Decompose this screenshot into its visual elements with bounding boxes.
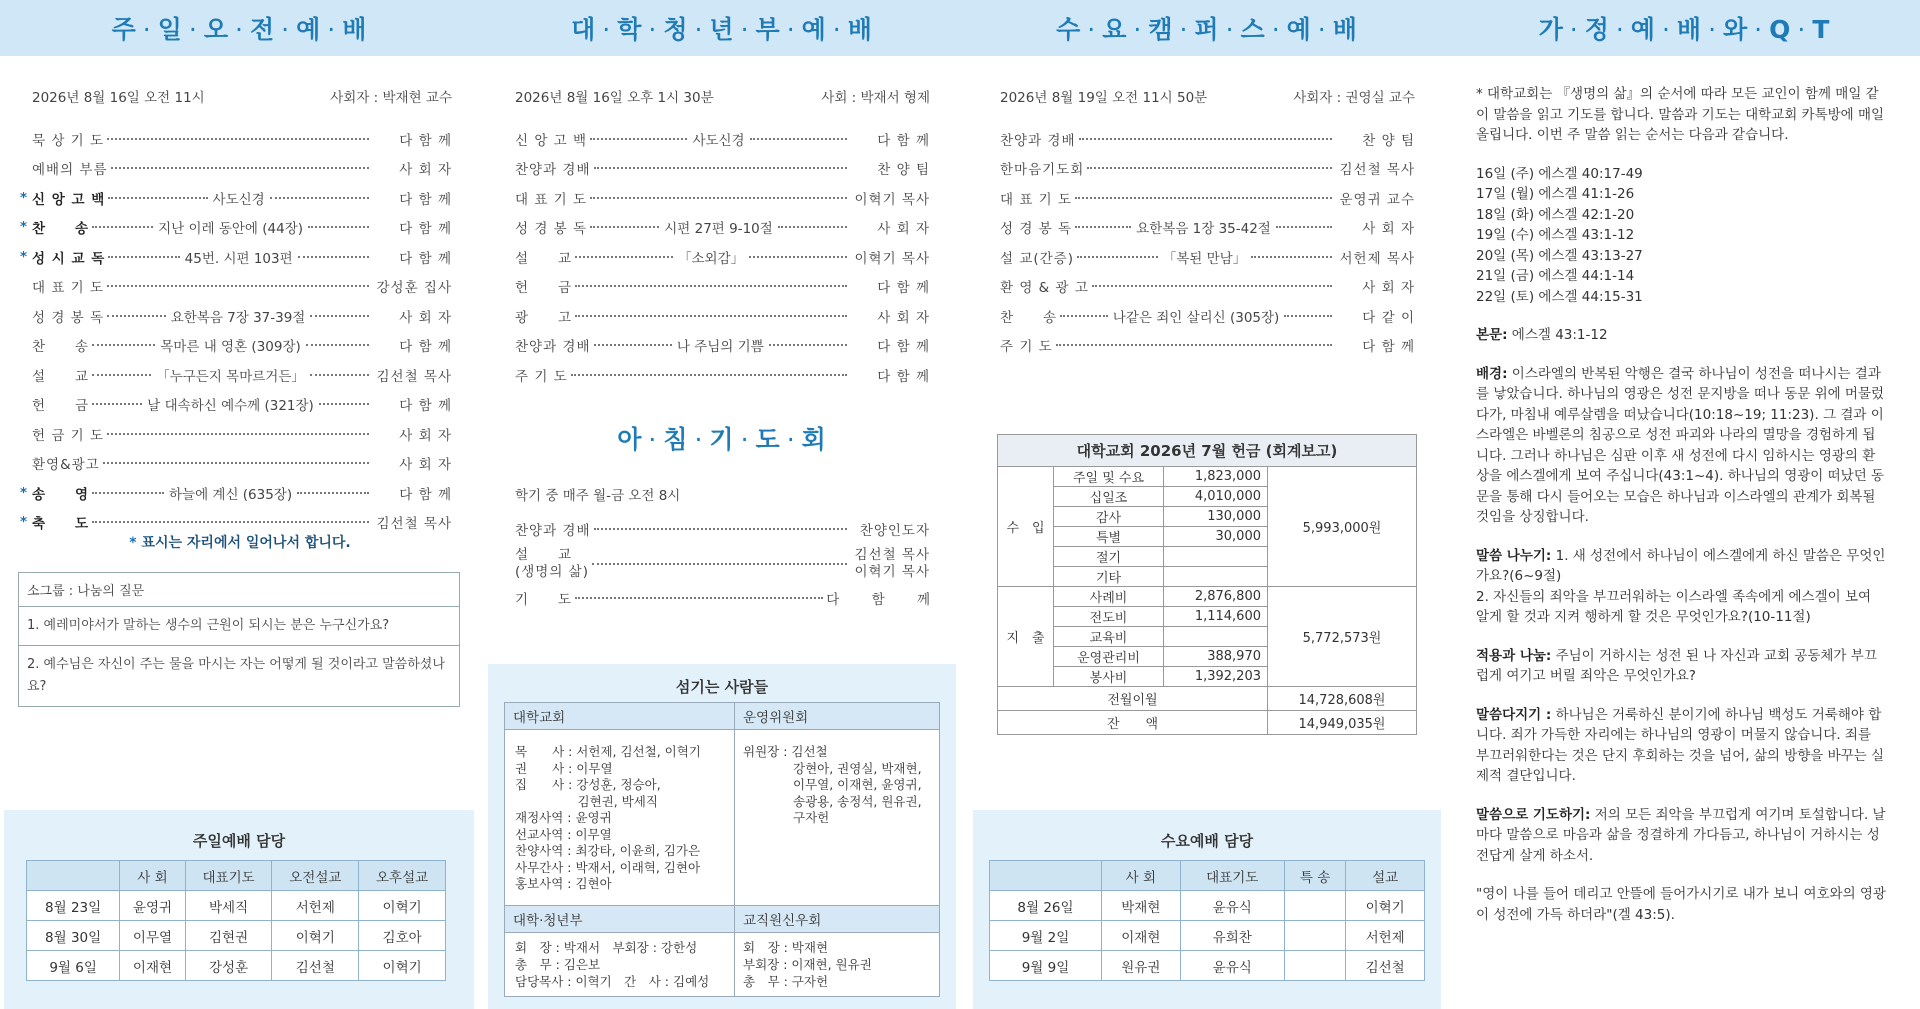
order-item: [32, 124, 452, 154]
committee-members: [735, 730, 940, 906]
duty-cell: 김선철: [272, 951, 359, 981]
member-line: 담당목사 : 이혁기 간 사 : 김예성: [515, 974, 710, 989]
offering-category: 기타: [1054, 567, 1164, 587]
duty-header-cell: 사 회: [120, 861, 185, 891]
order-item-leader: 사 회 자: [877, 221, 930, 238]
duty-row: [990, 891, 1425, 921]
order-item-leader: 다 함 께: [399, 132, 452, 149]
qt-text: 본문: 에스겔 43:1-12: [1476, 327, 1608, 343]
order-item-label: 헌 금: [32, 398, 90, 415]
order-item-leader: 사 회 자: [399, 162, 452, 179]
order-item-label: 주 기 도: [515, 368, 568, 385]
balance-label: 잔 액: [998, 711, 1268, 735]
sunday-order-list: [20, 124, 453, 537]
order-item-detail: 나 주님의 기쁨: [676, 339, 764, 356]
order-item: [515, 360, 930, 390]
order-item-label: 묵 상 기 도: [32, 132, 105, 149]
order-item: [515, 301, 930, 331]
order-item: [515, 154, 930, 184]
duty-cell: 이무열: [120, 921, 185, 951]
qt-quote: "영이 나를 들어 데리고 안뜰에 들어가시기로 내가 보니 여호와의 영광이 성전에 가득 하더라"(겔 43:5).: [1476, 886, 1886, 923]
member-line: 사무간사 : 박재서, 이래혁, 김현아: [515, 859, 701, 875]
qt-intro: * 대학교회는 『생명의 삶』의 순서에 따라 모든 교인이 함께 매일 같이 말씀을 읽고 기도를 합니다. 말씀과 기도는 대학교회 카톡방에 매일 올립니다. 이번 주 말씀 읽는 순서는 다음과 같습니다.: [1476, 86, 1885, 143]
qt-apply: 적용과 나눔: 주님이 거하시는 성전 된 나 자신과 교회 공동체가 부끄럽게 여기고 버릴 죄악은 무엇인가요?: [1476, 647, 1877, 684]
carry-value: 14,728,608원: [1268, 687, 1417, 711]
order-item-detail: 「복된 만남」: [1162, 250, 1247, 267]
morning-prayer-time: 학기 중 매주 월-금 오전 8시: [515, 488, 681, 504]
order-item-label: 예배의 부름: [32, 162, 108, 179]
qt-column: [1450, 0, 1920, 1009]
order-item-label: 송 영: [32, 486, 90, 503]
member-line: 선교사역 : 이무열: [515, 826, 612, 842]
duty-cell: 유희찬: [1180, 921, 1284, 951]
note-star: *: [129, 535, 137, 551]
order-item-leader: 사 회 자: [399, 309, 453, 326]
offering-title: 대학교회 2026년 7월 헌금 (회계보고): [998, 435, 1417, 467]
order-item-leader: 다 함 께: [399, 221, 453, 238]
morning-item: 찬양과 경배 찬양인도자: [515, 522, 930, 539]
duty-row: [990, 921, 1425, 951]
order-item-detail: 지난 이레 동안에 (44장): [158, 221, 304, 238]
order-item-detail: 45번. 시편 103편: [184, 250, 293, 267]
offering-amount: 1,392,203: [1164, 667, 1268, 687]
order-item: [1000, 242, 1415, 272]
faculty-members: [735, 933, 940, 997]
offering-amount: 1,823,000: [1164, 467, 1268, 487]
order-item: [515, 272, 930, 302]
order-item-detail: 하늘에 계신 (635장): [168, 486, 293, 503]
expense-total: 5,772,573원: [1268, 587, 1417, 687]
order-item: [32, 419, 452, 449]
youth-banner: [480, 0, 965, 56]
order-item-detail: 요한복음 7장 37-39절: [170, 309, 306, 326]
member-line: 총 무 : 구자헌: [743, 974, 829, 989]
order-item-label: 한마음기도회: [1000, 162, 1085, 179]
youth-column: [480, 0, 965, 1009]
order-item: [1000, 124, 1415, 154]
order-item-detail: 「누구든지 목마르거든」: [156, 368, 305, 385]
order-item: [20, 183, 452, 213]
wednesday-presider: 사회자 : 권영실 교수: [1293, 90, 1415, 106]
reading-item: 19일 (수) 에스겔 43:1-12: [1476, 227, 1635, 243]
offering-amount: 4,010,000: [1164, 487, 1268, 507]
income-label: 수 입: [998, 467, 1054, 587]
duty-row: [27, 891, 446, 921]
stand-star: *: [20, 514, 28, 531]
duty-cell: [1284, 951, 1345, 981]
order-item: [515, 331, 930, 361]
order-item-label: 찬 송: [1000, 309, 1058, 326]
order-item-leader: 찬 양 팀: [1362, 132, 1415, 149]
stand-star: *: [20, 484, 28, 501]
qt-reflect: 말씀다지기 : 하나님은 거룩하신 분이기에 하나님 백성도 거룩해야 합니다. 죄가 가득한 자리에는 하나님의 영광이 머물지 않습니다. 죄를 부끄러워한다는 것은 단지 후회하는 것을 넘어, 삶의 방향을 바꾸는 실제적 결단입니다.: [1476, 706, 1885, 784]
qt-banner: [1450, 0, 1920, 56]
order-item-label: 설 교(간증): [1000, 250, 1074, 267]
order-item-leader: 김선철 목사: [376, 368, 453, 385]
faculty-header: 교직원신우회: [735, 906, 940, 933]
order-item-label: 광 고: [515, 309, 573, 326]
duty-header-cell: [27, 861, 120, 891]
reading-item: 16일 (주) 에스겔 40:17-49: [1476, 165, 1643, 182]
duty-cell: 이혁기: [1346, 891, 1425, 921]
offering-category: 운영관리비: [1054, 647, 1164, 667]
order-item-leader: 다 함 께: [877, 368, 930, 385]
offering-category: 사례비: [1054, 587, 1164, 607]
wednesday-date: 2026년 8월 19일 오전 11시 50분: [1000, 90, 1208, 106]
youth-order-list: [515, 124, 930, 390]
member-line: 강현아, 권영실, 박재현,: [743, 760, 922, 776]
reading-item: 17일 (월) 에스겔 41:1-26: [1476, 186, 1635, 202]
youth-presider: 사회 : 박재서 형제: [821, 90, 930, 106]
order-item-detail: 목마른 내 영혼 (309장): [160, 339, 301, 356]
order-item: [515, 124, 930, 154]
wednesday-column: [965, 0, 1450, 1009]
duty-cell: 8월 30일: [27, 921, 120, 951]
order-item-label: 찬 송: [32, 221, 90, 238]
offering-amount: 2,876,800: [1164, 587, 1268, 607]
order-item-label: 찬양과 경배: [515, 339, 591, 356]
order-item: [1000, 154, 1415, 184]
order-item: [32, 301, 452, 331]
order-item: [20, 242, 452, 272]
youth-dept-header: 대학·청년부: [505, 906, 735, 933]
order-item-label: 헌 금: [515, 280, 573, 297]
duty-header-cell: 특 송: [1284, 861, 1345, 891]
morning-item: 기 도 다 함 께: [515, 592, 944, 609]
note-text: 표시는 자리에서 일어나서 합니다.: [141, 535, 351, 551]
duty-cell: 박재현: [1101, 891, 1180, 921]
sunday-title: 주 · 일 · 오 · 전 · 예 · 배: [111, 15, 369, 44]
youth-date: 2026년 8월 16일 오후 1시 30분: [515, 90, 714, 106]
order-item-detail: 「소외감」: [677, 250, 745, 267]
sunday-banner: [0, 0, 480, 56]
order-item-leader: 찬 양 팀: [877, 162, 930, 179]
member-line: 회 장 : 박재현: [743, 940, 829, 955]
order-item: [32, 331, 452, 361]
order-item-leader: 다 함 께: [399, 191, 452, 208]
duty-cell: 9월 2일: [990, 921, 1102, 951]
small-group-question: 1. 예레미야서가 말하는 생수의 근원이 되시는 분은 누구신가요?: [19, 607, 459, 646]
sunday-duty-table: [26, 860, 446, 981]
order-item-leader: 김선철 목사: [1339, 162, 1415, 179]
order-item-label: 성 경 봉 독: [32, 309, 105, 326]
member-line: 홍보사역 : 김현아: [515, 876, 612, 891]
order-item-label: 설 교: [515, 250, 573, 267]
order-item-detail: 시편 27편 9-10절: [664, 221, 773, 238]
member-line: 찬양사역 : 최강타, 이윤희, 김가은: [515, 843, 701, 858]
order-item-leader: 사 회 자: [399, 427, 452, 444]
order-item-label: 주 기 도: [1000, 339, 1053, 356]
order-item-detail: 사도신경: [212, 191, 265, 208]
offering-amount: [1164, 547, 1268, 567]
order-item-label: 대 표 기 도: [1000, 191, 1073, 208]
wednesday-order-list: [1000, 124, 1415, 360]
morning-item: 설 교 (생명의 삶) 김선철 목사 이혁기 목사: [515, 546, 930, 580]
duty-cell: 윤영귀: [120, 891, 185, 921]
duty-header-cell: 오후설교: [359, 861, 446, 891]
order-item-detail: 날 대속하신 예수께 (321장): [147, 398, 314, 415]
sunday-date: 2026년 8월 16일 오전 11시: [32, 90, 205, 106]
order-item-detail: 나같은 죄인 살리신 (305장): [1112, 309, 1280, 326]
duty-cell: 8월 26일: [990, 891, 1102, 921]
qt-share: 말씀 나누기: 1. 새 성전에서 하나님이 에스겔에게 하신 말씀은 무엇인가요?(6~9절) 2. 자신들의 죄악을 부끄러워하는 이스라엘 족속에게 에스겔이 보여 알게 할 것과 지켜 행하게 할 것은 무엇인가요?(10-11절): [1476, 547, 1886, 625]
offering-amount: 130,000: [1164, 507, 1268, 527]
member-line: 부회장 : 이재현, 원유권: [743, 957, 872, 972]
servers-panel: [488, 664, 956, 1009]
order-item-leader: 다 함 께: [877, 339, 930, 356]
qt-title: 가 · 정 · 예 · 배 · 와 · Q · T: [1538, 15, 1832, 44]
reading-item: 22일 (토) 에스겔 44:15-31: [1476, 288, 1643, 305]
order-item-label: 신 앙 고 백: [32, 191, 106, 208]
member-line: 구자헌: [743, 810, 830, 825]
duty-header-cell: 대표기도: [1180, 861, 1284, 891]
duty-cell: [1284, 921, 1345, 951]
member-line: 이무열, 이재현, 윤영귀,: [743, 777, 922, 792]
wednesday-banner: [965, 0, 1450, 56]
order-item-leader: 다 함 께: [399, 486, 453, 503]
youth-title: 대 · 학 · 청 · 년 · 부 · 예 · 배: [571, 15, 874, 44]
reading-item: 18일 (화) 에스겔 42:1-20: [1476, 206, 1635, 223]
wednesday-header-row: [1000, 86, 1415, 106]
duty-cell: 윤유식: [1180, 951, 1284, 981]
offering-amount: [1164, 627, 1268, 647]
youth-header-row: [515, 86, 930, 106]
order-item-leader: 이혁기 목사: [854, 250, 930, 267]
member-line: 재정사역 : 윤영귀: [515, 810, 612, 825]
order-item: [32, 360, 452, 390]
standing-note: [0, 532, 480, 552]
duty-header-cell: [990, 861, 1102, 891]
offering-category: 감사: [1054, 507, 1164, 527]
income-total: 5,993,000원: [1268, 467, 1417, 587]
offering-category: 교육비: [1054, 627, 1164, 647]
small-group-box: [18, 572, 460, 707]
duty-header-cell: 오전설교: [272, 861, 359, 891]
duty-header-cell: 사 회: [1101, 861, 1180, 891]
order-item-leader: 사 회 자: [877, 309, 930, 326]
morning-prayer-title: 아 · 침 · 기 · 도 · 회: [617, 425, 828, 454]
duty-row: [990, 951, 1425, 981]
duty-cell: 김현권: [185, 921, 272, 951]
wednesday-duty-panel: [973, 810, 1441, 1009]
order-item-leader: 다 같 이: [1362, 309, 1416, 326]
duty-cell: 윤유식: [1180, 891, 1284, 921]
sunday-presider: 사회자 : 박재현 교수: [330, 90, 452, 106]
order-item-label: 축 도: [32, 516, 90, 533]
carry-label: 전월이월: [998, 687, 1268, 711]
member-line: 권 사 : 이무열: [515, 760, 613, 776]
qt-background: 배경: 이스라엘의 반복된 악행은 결국 하나님이 성전을 떠나시는 결과를 낳았습니다. 하나님의 영광은 성전 문지방을 떠나 동문 위에 머물렀다가, 마침내 예루살렘을 떠났습니다(10:18~19; 11:23). 그 결과 이스라엘은 바벨론의 침공으로 성전 파괴와 나라의 멸망을 경험하게 됩니다. 그러나 하나님은 심판 이후 새 성전에 다시 임하시는 영광의 환상을 에스겔에게 보여 주십니다(43:1~4). 하나님의 영광이 떠났던 동문을 통해 다시 들어오는 모습은 하나님과 이스라엘의 관계가 회복될 것임을 상징합니다.: [1476, 365, 1885, 525]
order-item: [1000, 213, 1415, 243]
small-group-header: 소그룹 : 나눔의 질문: [19, 573, 459, 607]
order-item-detail: 사도신경: [692, 132, 745, 149]
order-item-label: 성 경 봉 독: [1000, 221, 1073, 238]
committee-header: 운영위원회: [735, 703, 940, 730]
offering-amount: 388,970: [1164, 647, 1268, 667]
member-line: 위원장 : 김선철: [743, 744, 828, 759]
servers-table: [504, 702, 940, 997]
member-line: 집 사 : 강성훈, 정승아,: [515, 777, 661, 792]
servers-title: 섬기는 사람들: [675, 678, 769, 696]
duty-cell: 김호아: [359, 921, 446, 951]
order-item-leader: 다 함 께: [877, 280, 930, 297]
duty-row: [27, 951, 446, 981]
offering-category: 절기: [1054, 547, 1164, 567]
order-item: [1000, 183, 1415, 213]
order-item: [515, 242, 930, 272]
duty-cell: 9월 6일: [27, 951, 120, 981]
order-item-label: 환영&광고: [32, 457, 100, 474]
youth-dept-members: [505, 933, 735, 997]
offering-category: 전도비: [1054, 607, 1164, 627]
stand-star: *: [20, 248, 28, 265]
offering-report-table: [997, 434, 1417, 735]
sunday-duty-title: 주일예배 담당: [192, 832, 286, 850]
order-item-detail: 요한복음 1장 35-42절: [1136, 221, 1271, 238]
offering-amount: 1,114,600: [1164, 607, 1268, 627]
order-item-leader: 사 회 자: [1362, 221, 1416, 238]
member-line: 목 사 : 서헌제, 김선철, 이혁기: [515, 744, 701, 759]
balance-value: 14,949,035원: [1268, 711, 1417, 735]
duty-cell: 박세직: [185, 891, 272, 921]
offering-category: 주일 및 수요: [1054, 467, 1164, 487]
duty-cell: 원유권: [1101, 951, 1180, 981]
order-item-leader: 이혁기 목사: [854, 191, 930, 208]
duty-cell: 이혁기: [359, 951, 446, 981]
duty-cell: 이재현: [1101, 921, 1180, 951]
small-group-question: 2. 예수님은 자신이 주는 물을 마시는 자는 어떻게 될 것이라고 말씀하셨나요?: [27, 657, 445, 694]
qt-pray: 말씀으로 기도하기: 저의 모든 죄악을 부끄럽게 여기며 토설합니다. 날마다 말씀으로 마음과 삶을 정결하게 가다듬고, 하나님이 거하시는 성전답게 살게 하소서.: [1476, 806, 1886, 864]
duty-cell: 김선철: [1346, 951, 1425, 981]
qt-body: [1476, 84, 1888, 943]
wednesday-duty-title: 수요예배 담당: [1160, 832, 1254, 850]
duty-row: [27, 921, 446, 951]
offering-amount: 30,000: [1164, 527, 1268, 547]
stand-star: *: [20, 219, 28, 236]
order-item: [32, 272, 452, 302]
order-item: [32, 449, 452, 479]
order-item-label: 성 경 봉 독: [515, 221, 588, 238]
order-item: [32, 154, 452, 184]
order-item-label: 대 표 기 도: [32, 280, 105, 297]
university-header: 대학교회: [505, 703, 735, 730]
sunday-duty-panel: [4, 810, 474, 1009]
university-members: [505, 730, 735, 906]
order-item: [515, 183, 930, 213]
order-item-leader: 다 함 께: [399, 250, 452, 267]
order-item: [515, 213, 930, 243]
duty-cell: 이혁기: [272, 921, 359, 951]
duty-cell: 8월 23일: [27, 891, 120, 921]
order-item-label: 찬양과 경배: [1000, 132, 1076, 149]
order-item-label: 성 시 교 독: [32, 250, 106, 267]
sunday-column: [0, 0, 480, 1009]
order-item: [1000, 272, 1415, 302]
offering-category: 특별: [1054, 527, 1164, 547]
sunday-header-row: [32, 86, 452, 106]
member-line: 김현권, 박세직: [515, 793, 658, 809]
order-item: [20, 213, 453, 243]
member-line: 송광용, 송정석, 원유권,: [743, 793, 922, 809]
morning-prayer-list: [515, 514, 944, 613]
order-item-label: 찬양과 경배: [515, 162, 591, 179]
order-item: [32, 390, 452, 420]
duty-cell: 이혁기: [359, 891, 446, 921]
order-item-leader: 운영귀 교수: [1339, 191, 1415, 208]
order-item-leader: 사 회 자: [399, 457, 452, 474]
offering-category: 봉사비: [1054, 667, 1164, 687]
order-item-leader: 다 함 께: [399, 339, 452, 356]
offering-amount: [1164, 567, 1268, 587]
duty-cell: 서헌제: [1346, 921, 1425, 951]
order-item-leader: 다 함 께: [399, 398, 453, 415]
offering-category: 십일조: [1054, 487, 1164, 507]
order-item-label: 대 표 기 도: [515, 191, 588, 208]
expense-label: 지 출: [998, 587, 1054, 687]
duty-cell: 9월 9일: [990, 951, 1102, 981]
duty-cell: 서헌제: [272, 891, 359, 921]
order-item: [20, 478, 453, 508]
member-line: 총 무 : 김은보: [515, 957, 601, 972]
duty-cell: 강성훈: [185, 951, 272, 981]
order-item-leader: 다 함 께: [1362, 339, 1415, 356]
order-item-leader: 강성훈 집사: [376, 280, 452, 297]
order-item-label: 환 영 & 광 고: [1000, 280, 1089, 297]
duty-header-cell: 대표기도: [185, 861, 272, 891]
wednesday-title: 수 · 요 · 캠 · 퍼 · 스 · 예 · 배: [1056, 15, 1359, 44]
duty-cell: 이재현: [120, 951, 185, 981]
stand-star: *: [20, 189, 28, 206]
duty-cell: [1284, 891, 1345, 921]
reading-item: 20일 (목) 에스겔 43:13-27: [1476, 247, 1643, 264]
wednesday-duty-table: [989, 860, 1425, 981]
order-item-label: 찬 송: [32, 339, 90, 356]
member-line: 회 장 : 박재서 부회장 : 강한성: [515, 940, 698, 955]
order-item: [1000, 301, 1415, 331]
order-item-leader: 김선철 목사: [376, 516, 452, 533]
order-item-label: 설 교: [32, 368, 90, 385]
qt-readings: [1476, 164, 1888, 308]
order-item-leader: 다 함 께: [877, 132, 930, 149]
order-item-label: 헌 금 기 도: [32, 427, 105, 444]
order-item: [1000, 331, 1415, 361]
order-item-label: 신 앙 고 백: [515, 132, 588, 149]
order-item-leader: 사 회 자: [1362, 280, 1415, 297]
duty-header-cell: 설교: [1346, 861, 1425, 891]
order-item-leader: 서헌제 목사: [1339, 250, 1415, 267]
reading-item: 21일 (금) 에스겔 44:1-14: [1476, 268, 1635, 284]
